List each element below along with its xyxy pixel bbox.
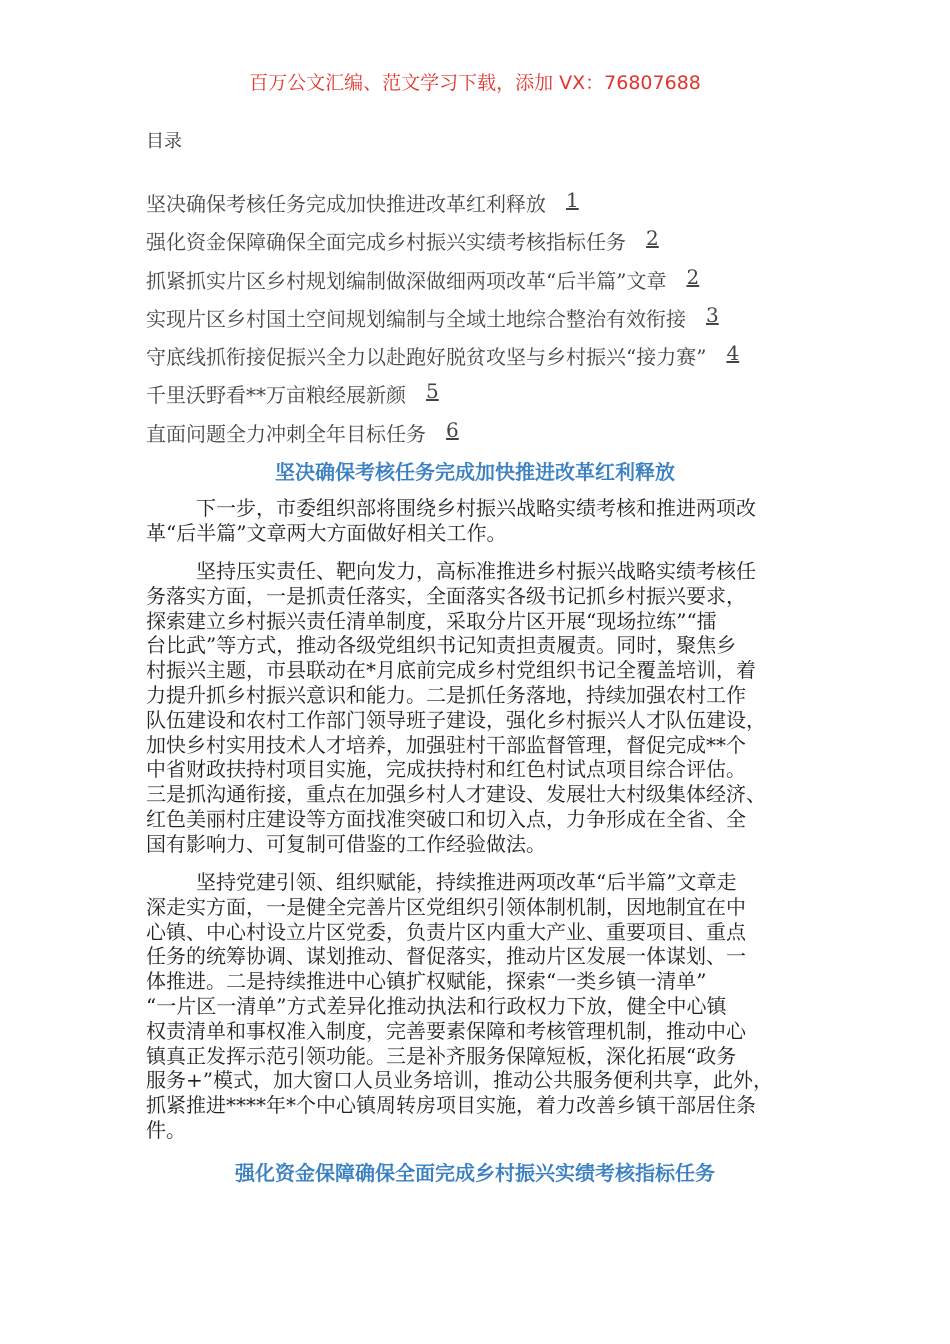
text-line: 革“后半篇”文章两大方面做好相关工作。 — [146, 520, 507, 545]
text-line: 体推进。二是持续推进中心镇扩权赋能，探索“一类乡镇一清单” — [146, 969, 707, 994]
toc-page-link[interactable]: 3 — [706, 302, 719, 327]
text-line: 国有影响力、可复制可借鉴的工作经验做法。 — [146, 831, 546, 856]
toc-page-link[interactable]: 6 — [446, 417, 459, 442]
toc-item-title[interactable]: 实现片区乡村国土空间规划编制与全域土地综合整治有效衔接 — [146, 306, 686, 331]
toc-item-title[interactable]: 守底线抓衔接促振兴全力以赴跑好脱贫攻坚与乡村振兴“接力赛” — [146, 345, 707, 370]
text-line: 中省财政扶持村项目实施，完成扶持村和红色村试点项目综合评估。 — [146, 757, 746, 782]
text-line: 心镇、中心村设立片区党委，负责片区内重大产业、重要项目、重点 — [146, 919, 746, 944]
text-line: 抓紧推进****年*个中心镇周转房项目实施，着力改善乡镇干部居住条 — [146, 1093, 756, 1118]
text-line: 村振兴主题，市县联动在*月底前完成乡村党组织书记全覆盖培训，着 — [146, 658, 756, 683]
text-line: “一片区一清单”方式差异化推动执法和行政权力下放，健全中心镇 — [146, 993, 727, 1018]
toc-item[interactable] — [146, 265, 739, 303]
text-line: 权责清单和事权准入制度，完善要素保障和考核管理机制，推动中心 — [146, 1018, 746, 1043]
toc-item-title[interactable]: 直面问题全力冲刺全年目标任务 — [146, 421, 426, 446]
watermark-banner: 百万公文汇编、范文学习下载，添加 VX：76807688 — [249, 72, 701, 94]
toc-item[interactable] — [146, 379, 739, 417]
paragraph-2 — [146, 559, 826, 857]
toc-item[interactable] — [146, 303, 739, 341]
text-line: 任务的统筹协调、谋划推动、督促落实，推动片区发展一体谋划、一 — [146, 944, 746, 969]
paragraph-1 — [146, 496, 826, 546]
text-line: 加快乡村实用技术人才培养，加强驻村干部监督管理，督促完成**个 — [146, 732, 746, 757]
text-line: 服务+”模式，加大窗口人员业务培训，推动公共服务便利共享，此外， — [146, 1068, 773, 1093]
toc-item-title[interactable]: 坚决确保考核任务完成加快推进改革红利释放 — [146, 192, 546, 216]
section-heading: 坚决确保考核任务完成加快推进改革红利释放 — [275, 460, 675, 484]
text-line: 台比武”等方式，推动各级党组织书记知责担责履责。同时，聚焦乡 — [146, 633, 737, 658]
toc-page-link[interactable]: 4 — [726, 341, 740, 366]
text-line: 务落实方面，一是抓责任落实，全面落实各级书记抓乡村振兴要求， — [146, 583, 746, 608]
text-line: 件。 — [146, 1117, 186, 1142]
text-line: 探索建立乡村振兴责任清单制度，采取分片区开展“现场拉练”“擂 — [146, 608, 717, 633]
toc-title: 目录 — [146, 131, 182, 152]
toc-page-link[interactable]: 2 — [686, 264, 700, 289]
toc-page-link[interactable]: 2 — [646, 226, 659, 251]
text-line: 坚持压实责任、靶向发力，高标准推进乡村振兴战略实绩考核任 — [196, 559, 756, 583]
toc-item-title[interactable]: 抓紧抓实片区乡村规划编制做深做细两项改革“后半篇”文章 — [146, 268, 667, 293]
text-line: 深走实方面，一是健全完善片区党组织引领体制机制，因地制宜在中 — [146, 894, 746, 919]
toc-item[interactable] — [146, 418, 739, 456]
toc-item-title[interactable]: 强化资金保障确保全面完成乡村振兴实绩考核指标任务 — [146, 230, 626, 255]
text-line: 红色美丽村庄建设等方面找准突破口和切入点，力争形成在全省、全 — [146, 806, 746, 831]
toc-page-link[interactable]: 5 — [426, 379, 439, 404]
text-line: 力提升抓乡村振兴意识和能力。二是抓任务落地，持续加强农村工作 — [146, 682, 746, 707]
section-heading-2: 强化资金保障确保全面完成乡村振兴实绩考核指标任务 — [235, 1161, 715, 1185]
toc-page-link[interactable]: 1 — [566, 188, 579, 212]
toc-item-title[interactable]: 千里沃野看**万亩粮经展新颜 — [146, 383, 406, 408]
toc-item[interactable] — [146, 341, 739, 379]
text-line: 队伍建设和农村工作部门领导班子建设，强化乡村振兴人才队伍建设， — [146, 707, 766, 732]
paragraph-3 — [146, 870, 826, 1143]
text-line: 三是抓沟通衔接，重点在加强乡村人才建设、发展壮大村级集体经济、 — [146, 782, 766, 807]
toc-item[interactable] — [146, 188, 739, 226]
table-of-contents — [146, 188, 739, 456]
text-line: 下一步，市委组织部将围绕乡村振兴战略实绩考核和推进两项改 — [196, 496, 756, 520]
text-line: 镇真正发挥示范引领功能。三是补齐服务保障短板，深化拓展“政务 — [146, 1043, 737, 1068]
toc-item[interactable] — [146, 226, 739, 264]
text-line: 坚持党建引领、组织赋能，持续推进两项改革“后半篇”文章走 — [196, 870, 737, 894]
